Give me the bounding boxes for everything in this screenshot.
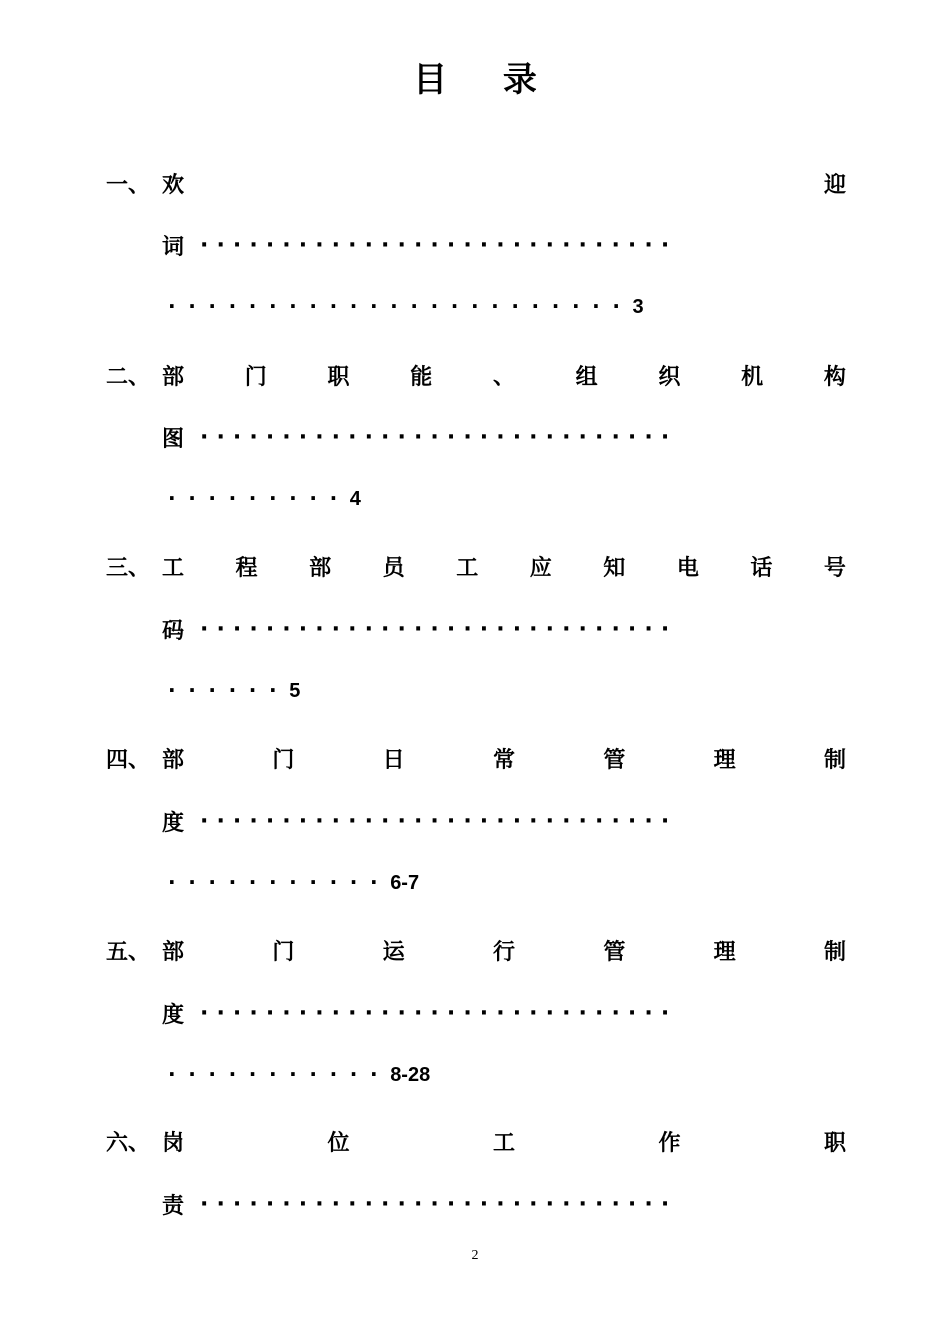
dot-leader: ··········· [168, 870, 391, 894]
toc-entry-5-continuation [162, 998, 846, 1029]
toc-entry-4-continuation [162, 806, 846, 837]
heading-char: 职 [823, 1131, 846, 1156]
toc-entry-5-page-line[interactable] [168, 1062, 430, 1087]
toc-entry-6-continuation [162, 1189, 846, 1220]
page-number-ref: 6-7 [390, 872, 420, 894]
toc-entry-1-number: 一、 [106, 173, 151, 198]
dot-leader: ······················· [168, 294, 633, 318]
toc-entry-4-number: 四、 [106, 748, 151, 773]
heading-char: 日 [382, 748, 405, 773]
continuation-char: 图 [162, 427, 185, 452]
heading-char: 工 [492, 1131, 515, 1156]
dot-leader: ····························· [200, 233, 678, 258]
page-number-ref: 3 [632, 296, 644, 318]
page-number-ref: 4 [349, 488, 361, 510]
continuation-char: 词 [162, 235, 185, 260]
heading-char: 作 [658, 1131, 681, 1156]
heading-char: 部 [162, 940, 185, 965]
toc-entry-4-page-line[interactable] [168, 870, 419, 895]
heading-char: 迎 [823, 173, 846, 198]
continuation-char: 度 [162, 811, 185, 836]
dot-leader: ··········· [168, 1062, 391, 1086]
dot-leader: ····························· [200, 1001, 678, 1026]
heading-char: 理 [713, 940, 736, 965]
heading-char: 机 [741, 365, 764, 390]
dot-leader: ········· [168, 486, 350, 510]
heading-char: 部 [162, 748, 185, 773]
toc-title: 目 录 [413, 60, 559, 100]
toc-entry-6-heading[interactable] [162, 1126, 846, 1157]
heading-char: 管 [603, 940, 626, 965]
heading-char: 岗 [162, 1131, 185, 1156]
dot-leader: ····························· [200, 617, 678, 642]
page-number: 2 [471, 1248, 479, 1263]
heading-char: 欢 [162, 173, 185, 198]
toc-entry-3-continuation [162, 614, 846, 645]
continuation-char: 责 [162, 1194, 185, 1219]
heading-char: 常 [492, 748, 515, 773]
toc-entry-3-number: 三、 [106, 556, 151, 581]
toc-entry-3-page-line[interactable] [168, 678, 300, 703]
heading-char: 号 [823, 556, 846, 581]
page-number-ref: 5 [289, 680, 301, 702]
dot-leader: ····························· [200, 809, 678, 834]
heading-char: 制 [823, 748, 846, 773]
heading-char: 部 [162, 365, 185, 390]
heading-char: 运 [382, 940, 405, 965]
toc-entry-5-heading[interactable] [162, 935, 846, 966]
heading-char: 织 [658, 365, 681, 390]
heading-char: 位 [327, 1131, 350, 1156]
heading-char: 理 [713, 748, 736, 773]
heading-char: 组 [575, 365, 598, 390]
heading-char: 门 [244, 365, 267, 390]
dot-leader: ····························· [200, 425, 678, 450]
toc-entry-2-page-line[interactable] [168, 486, 361, 511]
toc-entry-2-heading[interactable] [162, 360, 846, 391]
heading-char: 门 [272, 748, 295, 773]
toc-entry-4-heading[interactable] [162, 743, 846, 774]
heading-char: 管 [603, 748, 626, 773]
toc-entry-2-continuation [162, 422, 846, 453]
heading-char: 知 [603, 556, 626, 581]
dot-leader: ····························· [200, 1192, 678, 1217]
toc-entry-1-page-line[interactable] [168, 294, 644, 319]
page-number-ref: 8-28 [390, 1064, 431, 1086]
heading-char: 话 [750, 556, 773, 581]
toc-entry-6-number: 六、 [106, 1131, 151, 1156]
toc-entry-1-heading[interactable] [162, 168, 846, 199]
heading-char: 门 [272, 940, 295, 965]
heading-char: 电 [676, 556, 699, 581]
heading-char: 构 [823, 365, 846, 390]
heading-char: 部 [309, 556, 332, 581]
heading-char: 程 [235, 556, 258, 581]
heading-char: 职 [327, 365, 350, 390]
heading-char: 能 [410, 365, 433, 390]
heading-char: 工 [456, 556, 479, 581]
toc-entry-1-continuation [162, 230, 846, 261]
heading-char: 行 [492, 940, 515, 965]
toc-entry-5-number: 五、 [106, 940, 151, 965]
dot-leader: ······ [168, 678, 290, 702]
toc-entry-3-heading[interactable] [162, 551, 846, 582]
heading-char: 制 [823, 940, 846, 965]
continuation-char: 码 [162, 619, 185, 644]
heading-char: 员 [382, 556, 405, 581]
heading-char: 工 [162, 556, 185, 581]
heading-char: 、 [492, 365, 515, 390]
toc-entry-2-number: 二、 [106, 365, 151, 390]
continuation-char: 度 [162, 1003, 185, 1028]
heading-char: 应 [529, 556, 552, 581]
